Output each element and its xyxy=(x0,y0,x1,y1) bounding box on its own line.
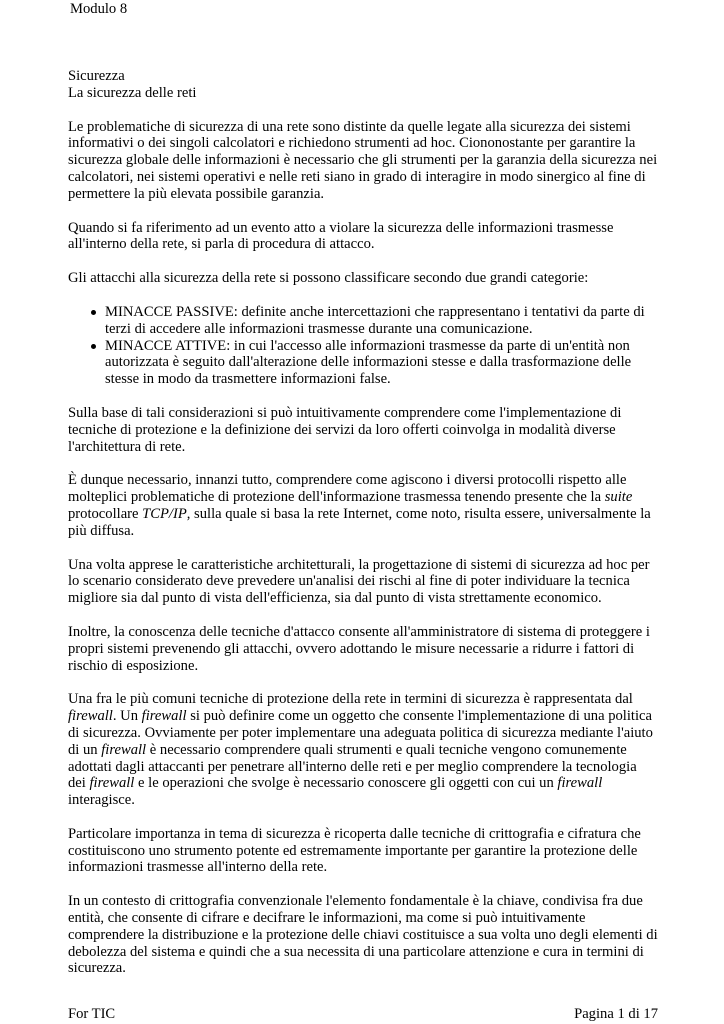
document-body xyxy=(68,68,658,994)
text-run-italic: firewall xyxy=(89,775,135,792)
text-run-italic: firewall xyxy=(101,741,147,758)
text-run: interagisce. xyxy=(68,792,135,809)
page-footer-left: For TIC xyxy=(68,1006,116,1022)
text-run-italic: firewall xyxy=(141,708,187,725)
document-title: Sicurezza xyxy=(68,68,125,84)
paragraph-cryptography: Particolare importanza in tema di sicurezza è ricoperta dalle tecniche di crittografia e cifratura che costituiscono uno strumento potente ed estremamente importante per garantire la protezione delle informazioni trasmesse all'interno della rete. xyxy=(68,825,641,876)
paragraph-attack-knowledge: Inoltre, la conoscenza delle tecniche d'attacco consente all'amministratore di sistema di proteggere i propri sistemi prevenendo gli attacchi, ovvero adottando le misure necessarie a ridurre i fattori di rischio di esposizione. xyxy=(68,623,650,674)
text-run: si può definire come un oggetto che consente l'implementazione di una politica di sicurezza. Ovviamente per poter implementare una adeguata politica di sicurezza mediante l'aiuto di un xyxy=(68,708,653,758)
page-header: Modulo 8 xyxy=(70,1,128,17)
paragraph-intro: Le problematiche di sicurezza di una rete sono distinte da quelle legate alla sicurezza dei sistemi informativi o dei singoli calcolatori e richiedono strumenti ad hoc. Ciononostante per garantire la sicurezza globale delle informazioni è necessario che gli strumenti per la garanzia della sicurezza nei calcolatori, nei sistemi operativi e nelle reti siano in grado di interagire in modo sinergico al fine di permettere la più elevata possibile garanzia. xyxy=(68,118,658,202)
paragraph-firewall xyxy=(68,691,658,809)
text-run-italic: firewall xyxy=(68,708,113,725)
text-run-italic: suite xyxy=(604,489,633,506)
paragraph-protocols xyxy=(68,472,658,539)
text-run: , sulla quale si basa la rete Internet, come noto, risulta essere, universalmente la più diffusa. xyxy=(68,505,651,539)
paragraph-risk-analysis: Una volta apprese le caratteristiche architetturali, la progettazione di sistemi di sicurezza ad hoc per lo scenario considerato deve prevedere un'analisi dei rischi al fine di poter individuare la tecnica migliore sia dal punto di vista dell'efficienza, sia dal punto di vista strettamente economico. xyxy=(68,556,650,607)
text-run-italic: TCP/IP xyxy=(142,505,187,522)
document-subtitle: La sicurezza delle reti xyxy=(68,84,197,101)
title-block xyxy=(68,68,658,102)
threat-list-item-passive: MINACCE PASSIVE: definite anche intercettazioni che rappresentano i tentativi da parte di terzi di accedere alle informazioni trasmesse durante una comunicazione. xyxy=(105,304,658,338)
text-run: protocollare xyxy=(68,505,143,522)
text-run: è necessario comprendere quali strumenti e quali tecniche vengono comunemente adottati dagli attaccanti per penetrare all'interno delle reti e per meglio comprendere la tecnologia dei xyxy=(68,741,637,792)
threat-list-item-active: MINACCE ATTIVE: in cui l'accesso alle informazioni trasmesse da parte di un'entità non autorizzata è seguito dall'alterazione delle informazioni stesse e dalla trasformazione delle stesse in modo da trasmettere informazioni false. xyxy=(105,338,658,388)
threat-list xyxy=(68,304,658,388)
text-run: e le operazioni che svolge è necessario conoscere gli oggetti con cui un xyxy=(134,775,558,792)
text-run: Una fra le più comuni tecniche di protezione della rete in termini di sicurezza è rappresentata dal xyxy=(68,691,633,708)
paragraph-attack-categories: Gli attacchi alla sicurezza della rete si possono classificare secondo due grandi categorie: xyxy=(68,270,589,287)
page-number: Pagina 1 di 17 xyxy=(574,1006,658,1022)
text-run-italic: firewall xyxy=(557,775,603,792)
paragraph-attack-definition: Quando si fa riferimento ad un evento atto a violare la sicurezza delle informazioni trasmesse all'interno della rete, si parla di procedura di attacco. xyxy=(68,219,614,253)
paragraph-architecture: Sulla base di tali considerazioni si può intuitivamente comprendere come l'implementazione di tecniche di protezione e la definizione dei servizi da loro offerti coinvolga in modalità diverse l'architettura di rete. xyxy=(68,404,622,455)
text-run: . Un xyxy=(112,708,142,725)
paragraph-key-distribution: In un contesto di crittografia convenzionale l'elemento fondamentale è la chiave, condivisa fra due entità, che consente di cifrare e decifrare le informazioni, ma come si può intuitivamente comprendere la distribuzione e la protezione delle chiavi costituisce a sua volta uno degli elementi di debolezza del sistema e quindi che a sua necessita di una particolare attenzione e cura in termini di sicurezza. xyxy=(68,893,658,977)
text-run: È dunque necessario, innanzi tutto, comprendere come agiscono i diversi protocolli rispetto alle molteplici problematiche di protezione dell'informazione trasmessa tenendo presente che la xyxy=(68,472,627,506)
